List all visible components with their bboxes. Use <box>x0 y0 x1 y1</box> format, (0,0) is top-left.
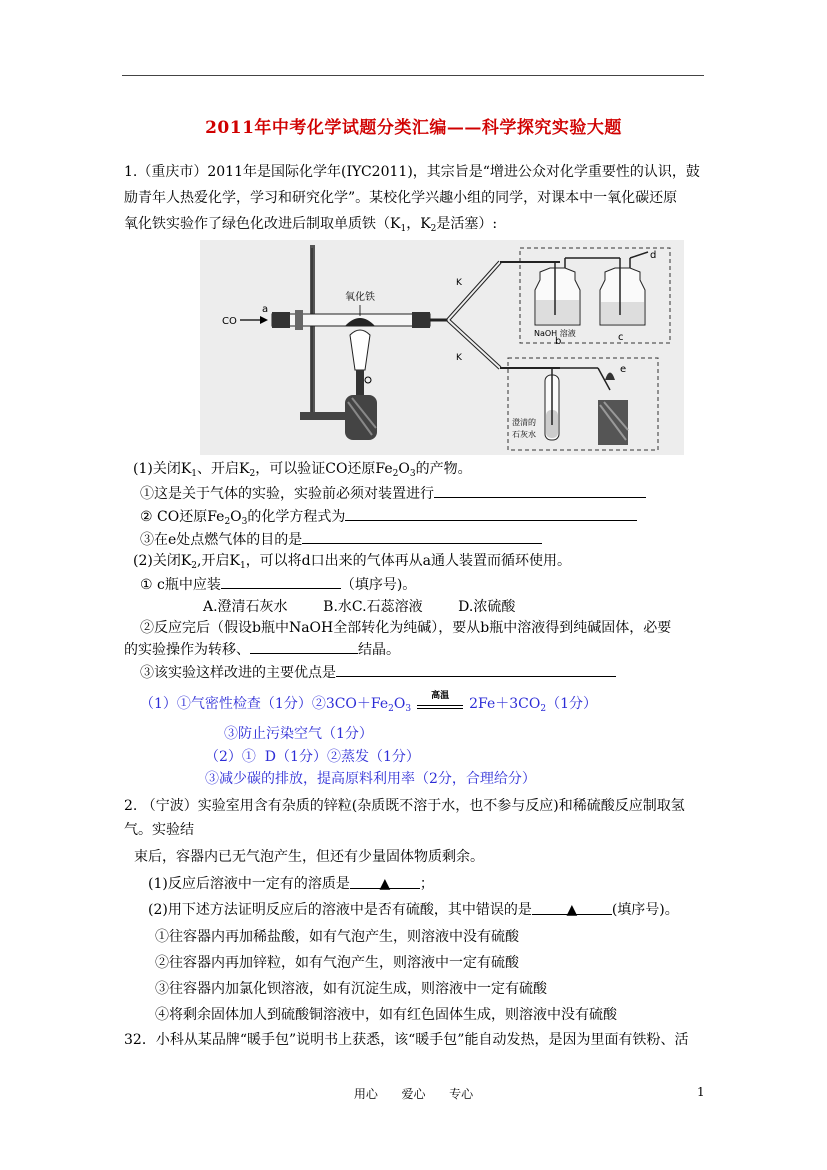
label-a: a <box>262 304 269 315</box>
text: 结晶。 <box>358 642 400 658</box>
q1-part2-ii-line1: ②反应完后（假设b瓶中NaOH全部转化为纯碱），要从b瓶中溶液得到纯碱固体，必要 <box>140 620 672 636</box>
reaction-arrow <box>417 691 463 712</box>
page-title: 2011年中考化学试题分类汇编——科学探究实验大题 <box>205 118 622 138</box>
header-rule <box>122 75 704 76</box>
q1-part2-iii <box>140 662 616 683</box>
q1-intro-text: ，K <box>406 216 431 232</box>
q2-part2 <box>148 900 679 920</box>
text: (填序号)。 <box>611 902 679 918</box>
q1-part1-i <box>140 483 646 504</box>
q1-intro-text: 是活塞）: <box>436 216 498 232</box>
label-k2: K <box>456 353 462 363</box>
text: (2)用下述方法证明反应后的溶液中是否有硫酸，其中错误的是 <box>148 902 532 918</box>
text: ①这是关于气体的实验，实验前必须对装置进行 <box>140 486 434 502</box>
answer-blank <box>302 529 542 544</box>
text: 的产物。 <box>415 461 472 477</box>
q2-line-1: 2. （宁波）实验室用含有杂质的锌粒(杂质既不溶于水，也不参与反应)和稀硫酸反应制取氢 <box>124 798 685 814</box>
text: ，可以验证CO还原Fe <box>255 461 393 477</box>
subscript: 2 <box>540 704 547 714</box>
text: 、开启K <box>197 461 250 477</box>
label-limewater-2: 石灰水 <box>512 430 536 439</box>
q1-part2-i <box>140 574 416 595</box>
q1-part2-stem <box>133 551 571 571</box>
answer-blank <box>250 639 358 654</box>
q2-part1 <box>148 874 434 894</box>
apparatus-figure <box>200 240 684 455</box>
label-limewater-1: 澄清的 <box>512 418 536 427</box>
text: (1)关闭K <box>133 461 192 477</box>
q1-part1-iii <box>140 529 542 550</box>
text: (2)关闭K <box>133 553 192 569</box>
answer-blank <box>336 662 616 677</box>
q2-option-4: ④将剩余固体加人到硫酸铜溶液中，如有红色固体生成，则溶液中没有硫酸 <box>155 1007 617 1023</box>
subscript: 1 <box>239 561 246 571</box>
label-c: c <box>618 332 624 343</box>
label-co: CO <box>222 316 237 327</box>
q1-answer-line-2: ③防止污染空气（1分） <box>224 726 373 742</box>
q32-line-1: 32．小科从某品牌“暖手包”说明书上获悉，该“暖手包”能自动发热，是因为里面有铁粉、活 <box>124 1032 689 1048</box>
text: ； <box>419 876 434 892</box>
q2-option-1: ①往容器内再加稀盐酸，如有气泡产生，则溶液中没有硫酸 <box>155 929 519 945</box>
q1-part2-ii-line2 <box>124 639 400 660</box>
label-iron-oxide: 氧化铁 <box>345 292 375 303</box>
answer-blank: ▲ <box>532 900 612 915</box>
text: ，可以将d口出来的气体再从a通人装置而循环使用。 <box>245 553 571 569</box>
q2-option-2: ②往容器内再加锌粒，如有气泡产生，则溶液中一定有硫酸 <box>155 955 519 971</box>
q1-answer-line-4: ③减少碳的排放，提高原料利用率（2分，合理给分） <box>205 771 536 787</box>
subscript: 1 <box>400 224 407 234</box>
q1-answer-line-1 <box>140 691 598 714</box>
q1-part1-stem <box>133 459 472 479</box>
label-k1: K <box>456 278 462 288</box>
subscript: 3 <box>409 469 416 479</box>
answer-blank: ▲ <box>350 874 420 889</box>
text: 2Fe＋3CO <box>469 696 541 712</box>
text: ② CO还原Fe <box>140 509 225 525</box>
text: (1)反应后溶液中一定有的溶质是 <box>148 876 350 892</box>
text: （1）①气密性检查（1分）②3CO＋Fe <box>140 696 389 712</box>
q1-answer-line-3: （2）① D（1分）②蒸发（1分） <box>205 749 420 765</box>
answer-blank <box>434 483 646 498</box>
answer-blank <box>345 506 637 521</box>
label-naoh: NaOH 溶液 <box>534 329 576 338</box>
subscript: 2 <box>224 517 231 527</box>
subscript: 3 <box>241 517 248 527</box>
subscript: 3 <box>405 704 412 714</box>
q1-intro-text: 氧化铁实验作了绿色化改进后制取单质铁（K <box>124 216 401 232</box>
text: O <box>230 509 242 525</box>
q1-intro-line-2: 励青年人热爱化学，学习和研究化学”。某校化学兴趣小组的同学，对课本中一氧化碳还原 <box>124 190 678 206</box>
subscript: 1 <box>191 469 198 479</box>
footer-slogan: 用心 爱心 专心 <box>353 1087 474 1101</box>
subscript: 2 <box>392 469 399 479</box>
q1-intro-line-1: 1.（重庆市）2011年是国际化学年(IYC2011)，其宗旨是“增进公众对化学重要性的认识，鼓 <box>124 164 700 180</box>
label-d: d <box>650 250 657 261</box>
q1-options: A.澄清石灰水 B.水C.石蕊溶液 D.浓硫酸 <box>203 599 516 615</box>
q2-line-2: 气。实验结 <box>124 822 194 838</box>
answer-blank <box>221 574 341 589</box>
subscript: 2 <box>249 469 256 479</box>
subscript: 2 <box>388 704 394 714</box>
q1-intro-line-3 <box>124 214 497 234</box>
text: O <box>398 461 410 477</box>
q2-option-3: ③往容器内加氯化钡溶液，如有沉淀生成，则溶液中一定有硫酸 <box>155 981 547 997</box>
page-number: 1 <box>697 1085 705 1099</box>
text: O <box>393 696 406 712</box>
label-b: b <box>555 336 562 347</box>
reaction-condition: 高温 <box>431 691 450 701</box>
subscript: 2 <box>191 561 198 571</box>
q2-line-3: 束后，容器内已无气泡产生，但还有少量固体物质剩余。 <box>134 849 484 865</box>
text: （填序号)。 <box>340 577 417 593</box>
text: 的实验操作为转移、 <box>124 642 250 658</box>
subscript: 2 <box>430 224 437 234</box>
text: ③在e处点燃气体的目的是 <box>140 532 303 548</box>
text: ① c瓶中应装 <box>140 577 221 593</box>
text: （1分） <box>546 696 598 712</box>
text: ③该实验这样改进的主要优点是 <box>140 665 336 681</box>
label-e: e <box>620 364 627 375</box>
q1-part1-ii <box>140 506 637 527</box>
text: ,开启K <box>197 553 240 569</box>
text: 的化学方程式为 <box>247 509 346 525</box>
